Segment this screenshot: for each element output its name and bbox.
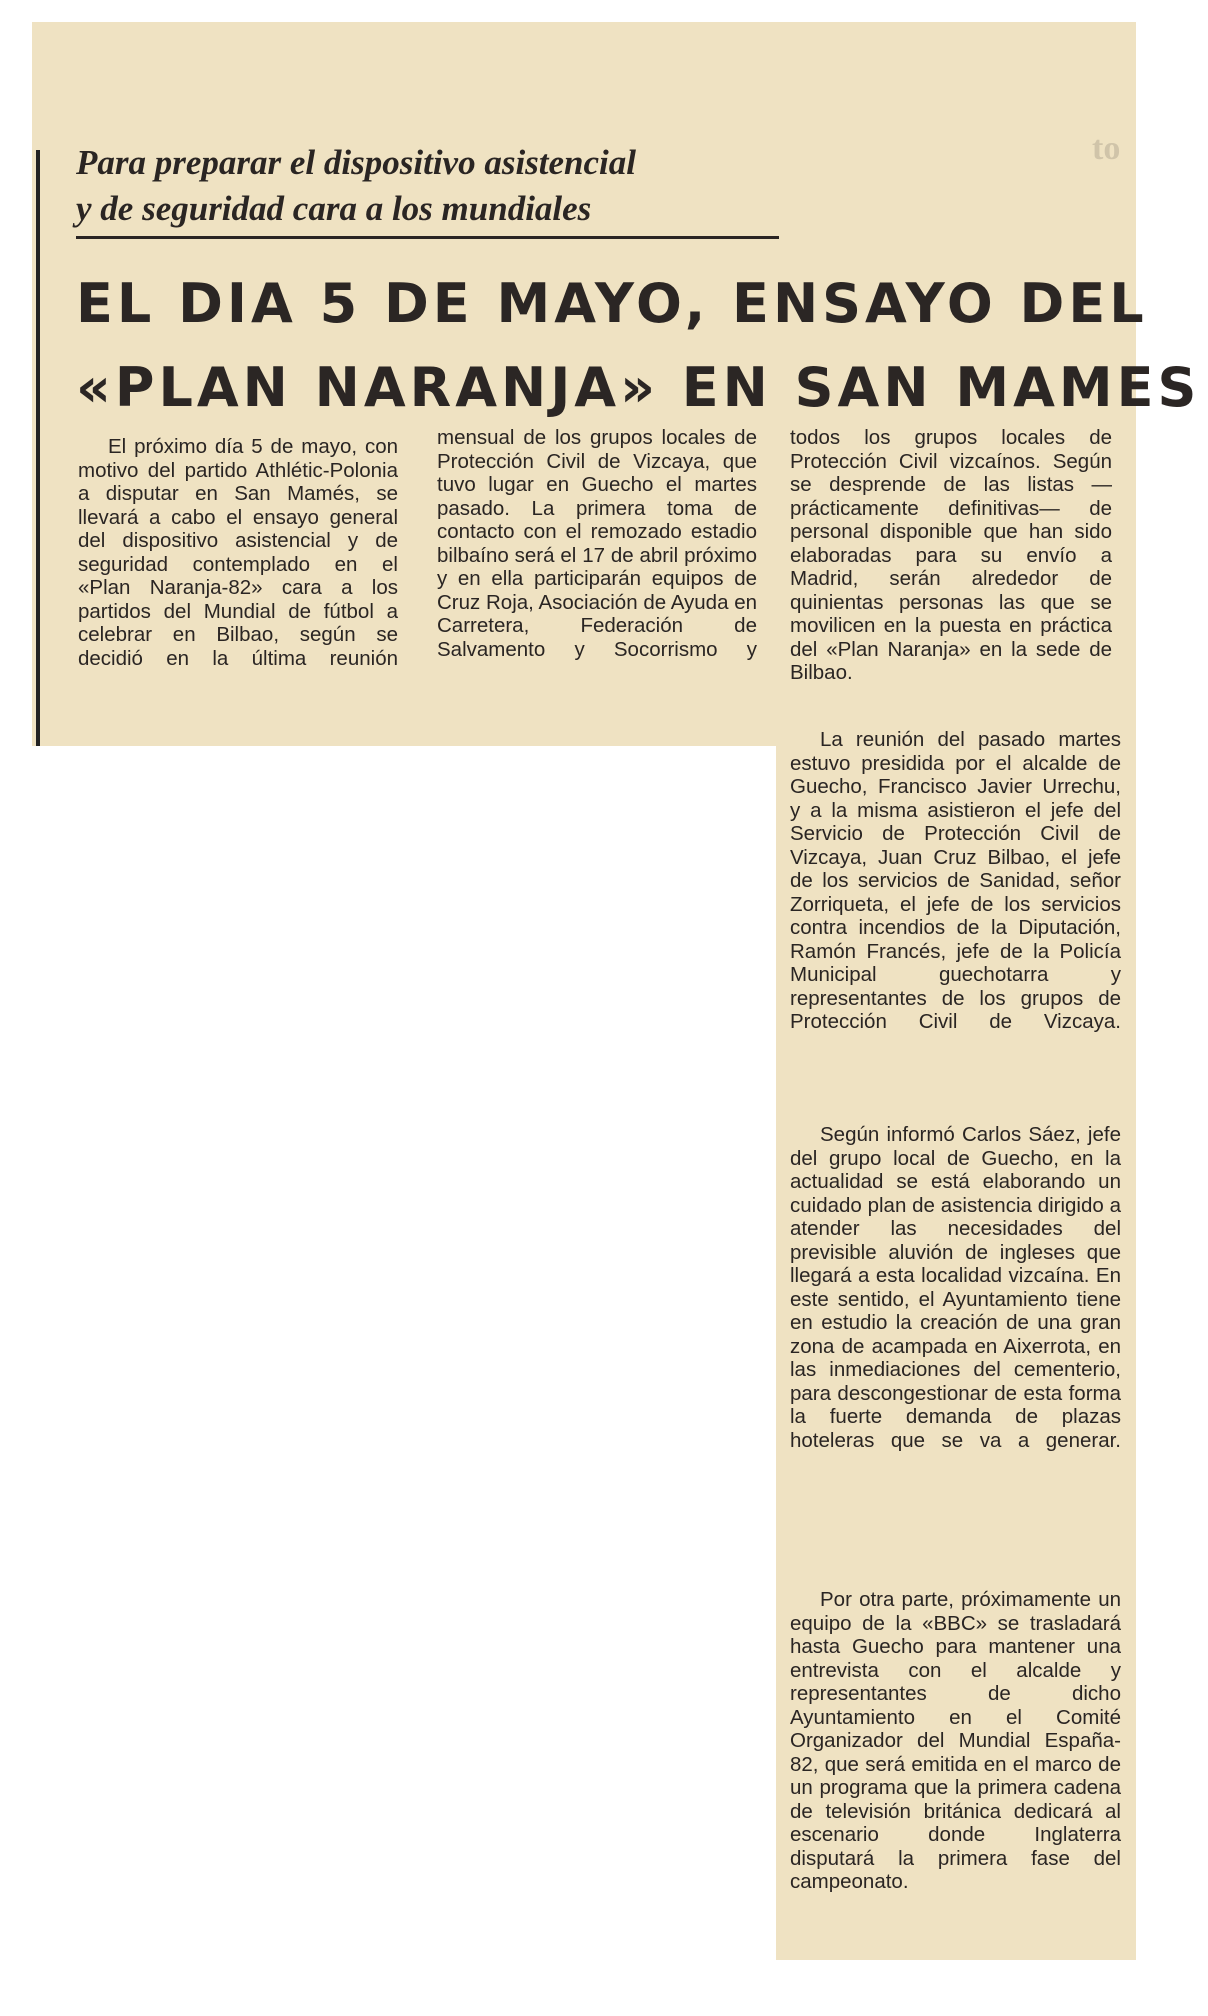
article-paragraph-3: Según informó Carlos Sáez, jefe del grupo local de Guecho, en la actualidad se está elaborando un cuidado plan de asistencia dirigido a atender las necesidades del previsible aluvión de ingleses que llegará a esta localidad vizcaína. En este sentido, el Ayuntamiento tiene en estudio la creación de una gran zona de acampada en Aixerrota, en las inmediaciones del cementerio, para descongestionar de esta forma la fuerte demanda de plazas hoteleras que se va a generar. [790, 1123, 1121, 1452]
headline-line-1: EL DIA 5 DE MAYO, ENSAYO DEL [76, 272, 1148, 335]
article-paragraph-1-col-1: El próximo día 5 de mayo, con motivo del partido Athlétic-Polonia a disputar en San Mamés, se llevará a cabo el ensayo general del dispositivo asistencial y de seguridad contemplado en el «Plan Naranja-82» cara a los partidos del Mundial de fútbol a celebrar en Bilbao, según se decidió en la última reunión [78, 435, 398, 670]
article-paragraph-1-col-3: todos los grupos locales de Protección Civil vizcaínos. Según se desprende de las listas —prácticamente definitivas— de personal disponible que han sido elaboradas para su envío a Madrid, serán alrededor de quinientas personas las que se movilicen en la puesta en práctica del «Plan Naranja» en la sede de Bilbao. [790, 426, 1112, 684]
bleed-through-text: to [1092, 130, 1121, 167]
kicker-underline [76, 236, 779, 239]
kicker-line-2: y de seguridad cara a los mundiales [76, 189, 592, 228]
headline-line-2: «PLAN NARANJA» EN SAN MAMES [76, 356, 1201, 419]
kicker-line-1: Para preparar el dispositivo asistencial [76, 143, 636, 182]
article-paragraph-4: Por otra parte, próximamente un equipo de la «BBC» se trasladará hasta Guecho para mantener una entrevista con el alcalde y representantes de dicho Ayuntamiento en el Comité Organizador del Mundial España-82, que será emitida en el marco de un programa que la primera cadena de televisión británica dedicará al escenario donde Inglaterra disputará la primera fase del campeonato. [790, 1588, 1121, 1893]
article-paragraph-2: La reunión del pasado martes estuvo presidida por el alcalde de Guecho, Francisco Javier Urrechu, y a la misma asistieron el jefe del Servicio de Protección Civil de Vizcaya, Juan Cruz Bilbao, el jefe de los servicios de Sanidad, señor Zorriqueta, el jefe de los servicios contra incendios de la Diputación, Ramón Francés, jefe de la Policía Municipal guechotarra y representantes de los grupos de Protección Civil de Vizcaya. [790, 728, 1121, 1033]
kicker-subtitle [76, 140, 876, 232]
left-column-rule [36, 150, 40, 746]
headline [76, 262, 1201, 430]
article-paragraph-1-col-2: mensual de los grupos locales de Protección Civil de Vizcaya, que tuvo lugar en Guecho el martes pasado. La primera toma de contacto con el remozado estadio bilbaíno será el 17 de abril próximo y en ella participarán equipos de Cruz Roja, Asociación de Ayuda en Carretera, Federación de Salvamento y Socorrismo y [437, 426, 757, 661]
